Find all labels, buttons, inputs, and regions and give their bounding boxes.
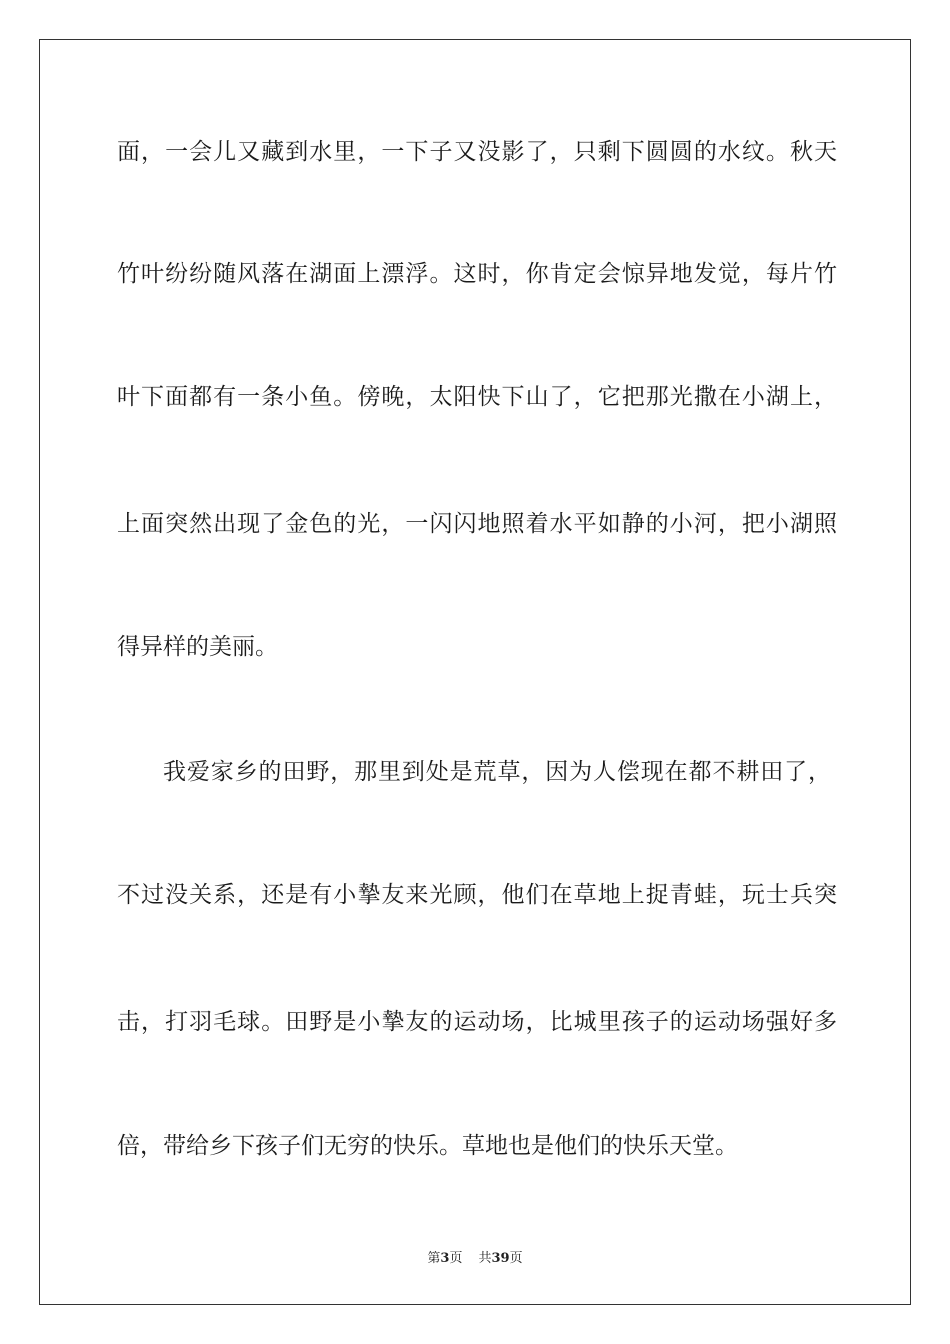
page-number [427, 1251, 462, 1266]
paragraph-2-line-4: 倍，带给乡下孩子们无穷的快乐。草地也是他们的快乐天堂。 [117, 1133, 738, 1159]
total-suffix: 页 [509, 1251, 523, 1266]
paragraph-1-line-4: 上面突然出现了金色的光，一闪闪地照着水平如静的小河，把小湖照 [117, 511, 837, 537]
paragraph-1-line-3: 叶下面都有一条小鱼。傍晚，太阳快下山了，它把那光撒在小湖上， [117, 384, 837, 410]
current-page: 3 [440, 1251, 450, 1266]
page-prefix: 第 [427, 1251, 441, 1266]
paragraph-1-line-5: 得异样的美丽。 [117, 634, 278, 660]
total-page-count: 39 [491, 1251, 510, 1266]
paragraph-1-line-1: 面，一会儿又藏到水里，一下子又没影了，只剩下圆圆的水纹。秋天 [117, 139, 837, 165]
page-border [39, 39, 911, 1305]
page-suffix: 页 [449, 1251, 463, 1266]
paragraph-1-line-2: 竹叶纷纷随风落在湖面上漂浮。这时，你肯定会惊异地发觉，每片竹 [117, 261, 837, 287]
paragraph-2-line-1: 我爱家乡的田野，那里到处是荒草，因为人偿现在都不耕田了， [163, 759, 831, 785]
paragraph-2-line-3: 击，打羽毛球。田野是小摯友的运动场，比城里孩子的运动场强好多 [117, 1009, 837, 1035]
paragraph-2-line-2: 不过没关系，还是有小摯友来光顾，他们在草地上捉青蛙，玩士兵突 [117, 882, 837, 908]
total-prefix: 共 [478, 1251, 492, 1266]
page-footer [0, 1247, 950, 1266]
total-pages [478, 1251, 522, 1266]
